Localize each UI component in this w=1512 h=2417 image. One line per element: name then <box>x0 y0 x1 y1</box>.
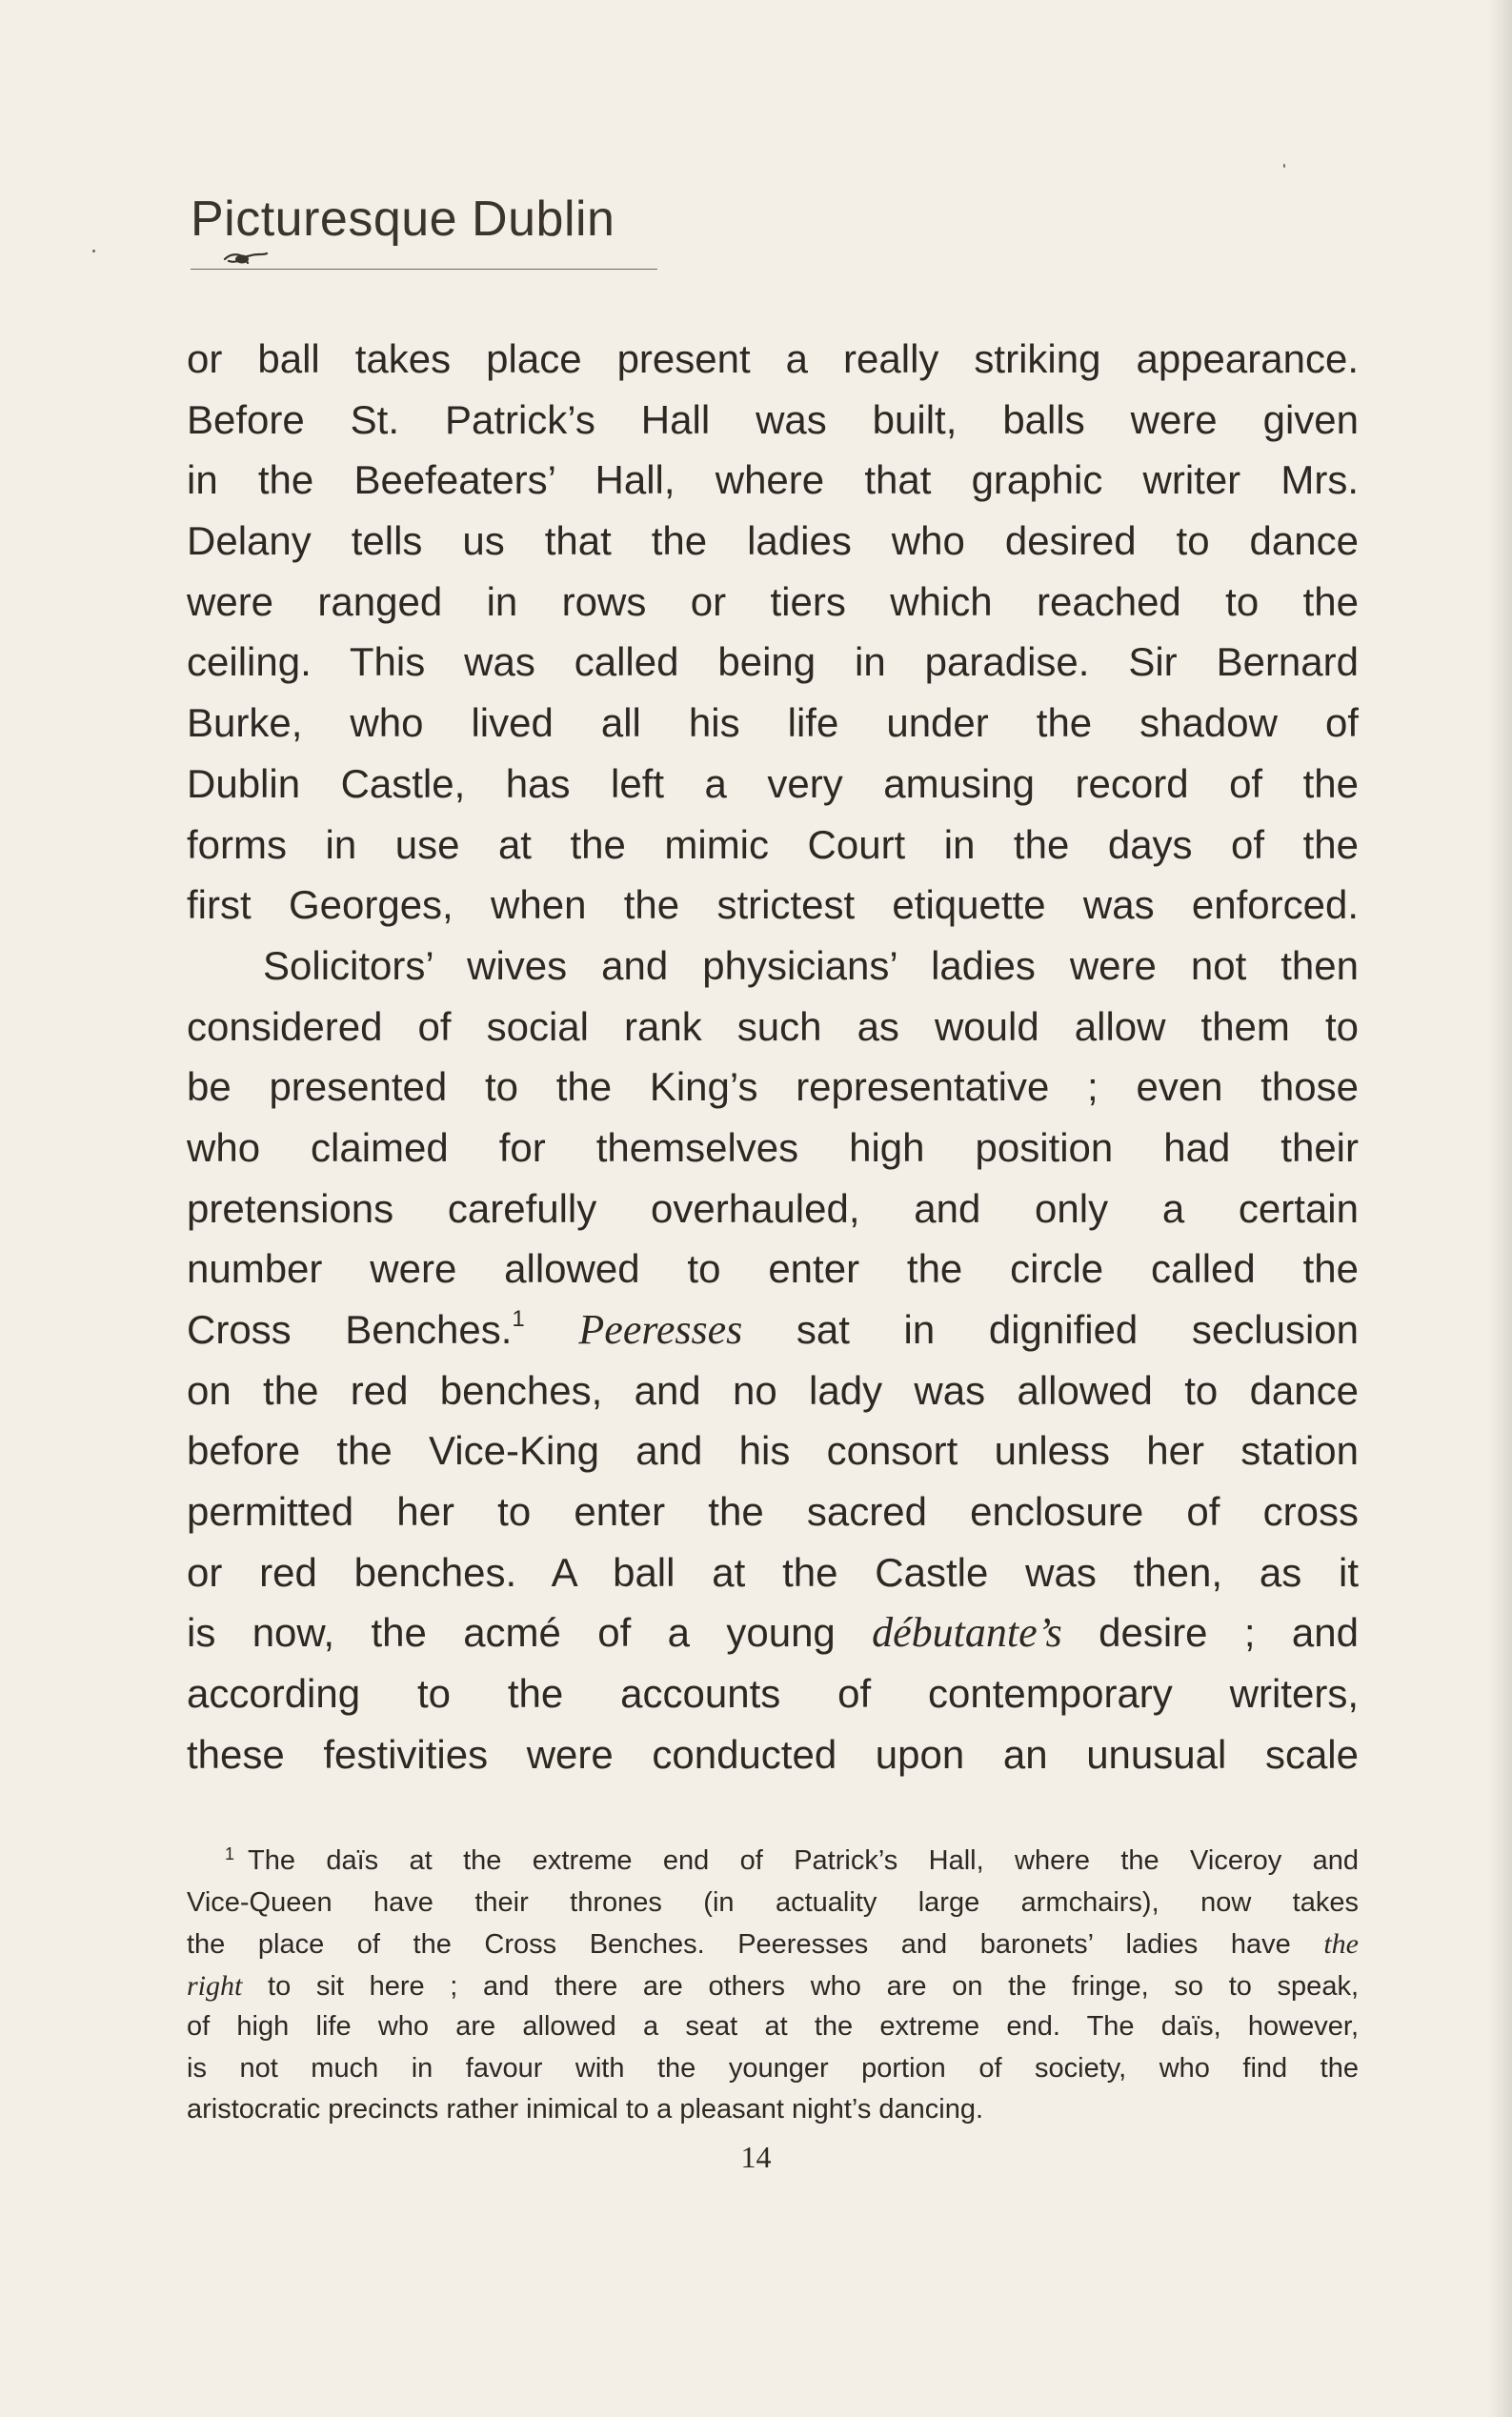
body-line: these festivities were conducted upon an unusual scale <box>187 1731 1359 1777</box>
page-edge-shadow <box>1487 0 1512 2417</box>
footnote-line: of high life who are allowed a seat at the extreme end. The daïs, however, <box>187 2011 1359 2042</box>
body-line: pretensions carefully overhauled, and only a certain <box>187 1185 1359 1231</box>
body-line: ceiling. This was called being in paradise. Sir Bernard <box>187 639 1359 685</box>
scan-speck <box>1283 164 1285 168</box>
body-line: Burke, who lived all his life under the shadow of <box>187 700 1359 746</box>
footnote-line <box>187 1841 1359 1883</box>
body-line: who claimed for themselves high position had their <box>187 1124 1359 1170</box>
italic-peeresses: Peeresses <box>578 1306 743 1353</box>
footnote-line-text: to sit here ; and there are others who are on the fringe, so to speak, <box>268 1970 1359 2002</box>
body-line: or red benches. A ball at the Castle was then, as it <box>187 1549 1359 1595</box>
body-line: Dublin Castle, has left a very amusing record of the <box>187 760 1359 806</box>
running-header <box>191 191 686 269</box>
footnote-reference: 1 <box>512 1306 525 1332</box>
body-line-segment: sat in dignified seclusion <box>796 1307 1359 1352</box>
page-number: 14 <box>740 2140 772 2174</box>
body-line-segment: is now, the acmé of a young <box>187 1610 836 1656</box>
body-line: before the Vice-King and his consort unless her station <box>187 1428 1359 1474</box>
italic-right: right <box>187 1969 243 2002</box>
body-line: on the red benches, and no lady was allowed to dance <box>187 1367 1359 1413</box>
body-line: Before St. Patrick’s Hall was built, balls were given <box>187 396 1359 442</box>
body-line: considered of social rank such as would allow them to <box>187 1003 1359 1049</box>
footnote <box>187 1841 1359 2131</box>
footnote-line-text: The daïs at the extreme end of Patrick’s Hall, where the Viceroy and <box>248 1845 1359 1876</box>
italic-the: the <box>1323 1928 1359 1960</box>
body-line: were ranged in rows or tiers which reached to the <box>187 578 1359 624</box>
footnote-line: is not much in favour with the younger portion of society, who find the <box>187 2052 1359 2084</box>
footnote-line <box>187 1924 1359 1965</box>
footnote-line: aristocratic precincts rather inimical to a pleasant night’s dancing. <box>187 2094 984 2125</box>
footnote-marker: 1 <box>225 1844 235 1863</box>
body-line: or ball takes place present a really striking appearance. <box>187 336 1359 381</box>
body-line: forms in use at the mimic Court in the days of the <box>187 821 1359 867</box>
body-text <box>187 329 1359 1785</box>
running-title: Picturesque Dublin <box>191 191 615 247</box>
body-line-with-footnote <box>187 1299 1359 1360</box>
body-line-segment: Cross Benches. <box>187 1307 513 1352</box>
header-rule <box>191 269 657 270</box>
footnote-line-text: the place of the Cross Benches. Peeresses and baronets’ ladies have <box>187 1929 1291 1960</box>
body-line-segment: desire ; and <box>1099 1610 1359 1656</box>
body-line: number were allowed to enter the circle called the <box>187 1246 1359 1292</box>
body-line: according to the accounts of contemporary writers, <box>187 1671 1359 1717</box>
footnote-line <box>187 1965 1359 2007</box>
scan-speck <box>92 250 95 252</box>
body-line: in the Beefeaters’ Hall, where that graphic writer Mrs. <box>187 457 1359 503</box>
body-line: Delany tells us that the ladies who desired to dance <box>187 518 1359 564</box>
italic-debutantes: débutante’s <box>872 1609 1062 1657</box>
footnote-line: Vice-Queen have their thrones (in actuality large armchairs), now takes <box>187 1886 1359 1918</box>
body-line-with-italic <box>187 1602 1359 1663</box>
body-line: Solicitors’ wives and physicians’ ladies were not then <box>263 942 1359 988</box>
body-line: first Georges, when the strictest etiquette was enforced. <box>187 882 1359 928</box>
body-line: permitted her to enter the sacred enclosure of cross <box>187 1489 1359 1535</box>
hand-pointer-ornament-icon <box>223 248 269 269</box>
body-line: be presented to the King’s representative ; even those <box>187 1064 1359 1110</box>
